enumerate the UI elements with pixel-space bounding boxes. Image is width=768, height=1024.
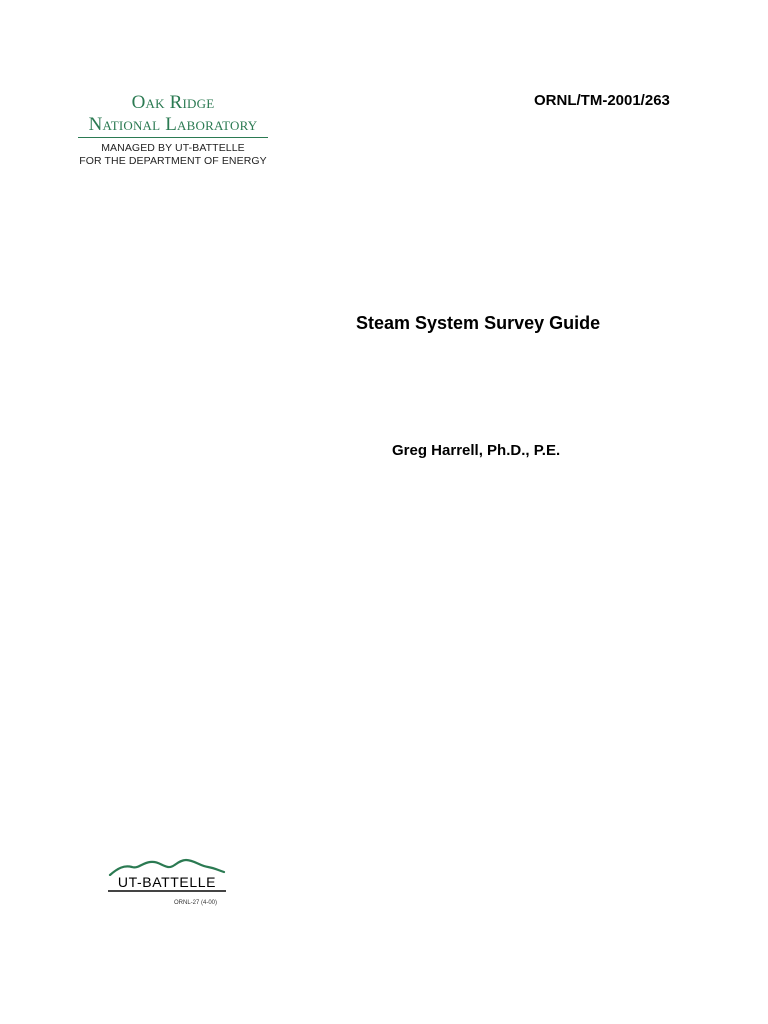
ut-battelle-wordmark: UT-BATTELLE bbox=[117, 874, 217, 890]
ut-battelle-rule bbox=[108, 890, 226, 892]
document-author: Greg Harrell, Ph.D., P.E. bbox=[392, 442, 561, 459]
form-code: ORNL-27 (4-00) bbox=[174, 900, 218, 906]
ornl-managed-line1: MANAGED BY UT-BATTELLE bbox=[101, 142, 245, 154]
ut-battelle-logo bbox=[108, 858, 226, 892]
ornl-logo bbox=[78, 92, 268, 168]
report-number: ORNL/TM-2001/263 bbox=[534, 92, 670, 109]
ornl-managed-line2: FOR THE DEPARTMENT OF ENERGY bbox=[79, 155, 267, 167]
ornl-logo-line1: Oak Ridge bbox=[131, 92, 215, 113]
ornl-logo-rule bbox=[78, 137, 268, 138]
ornl-logo-line2: National Laboratory bbox=[88, 114, 258, 135]
document-title: Steam System Survey Guide bbox=[356, 313, 601, 333]
